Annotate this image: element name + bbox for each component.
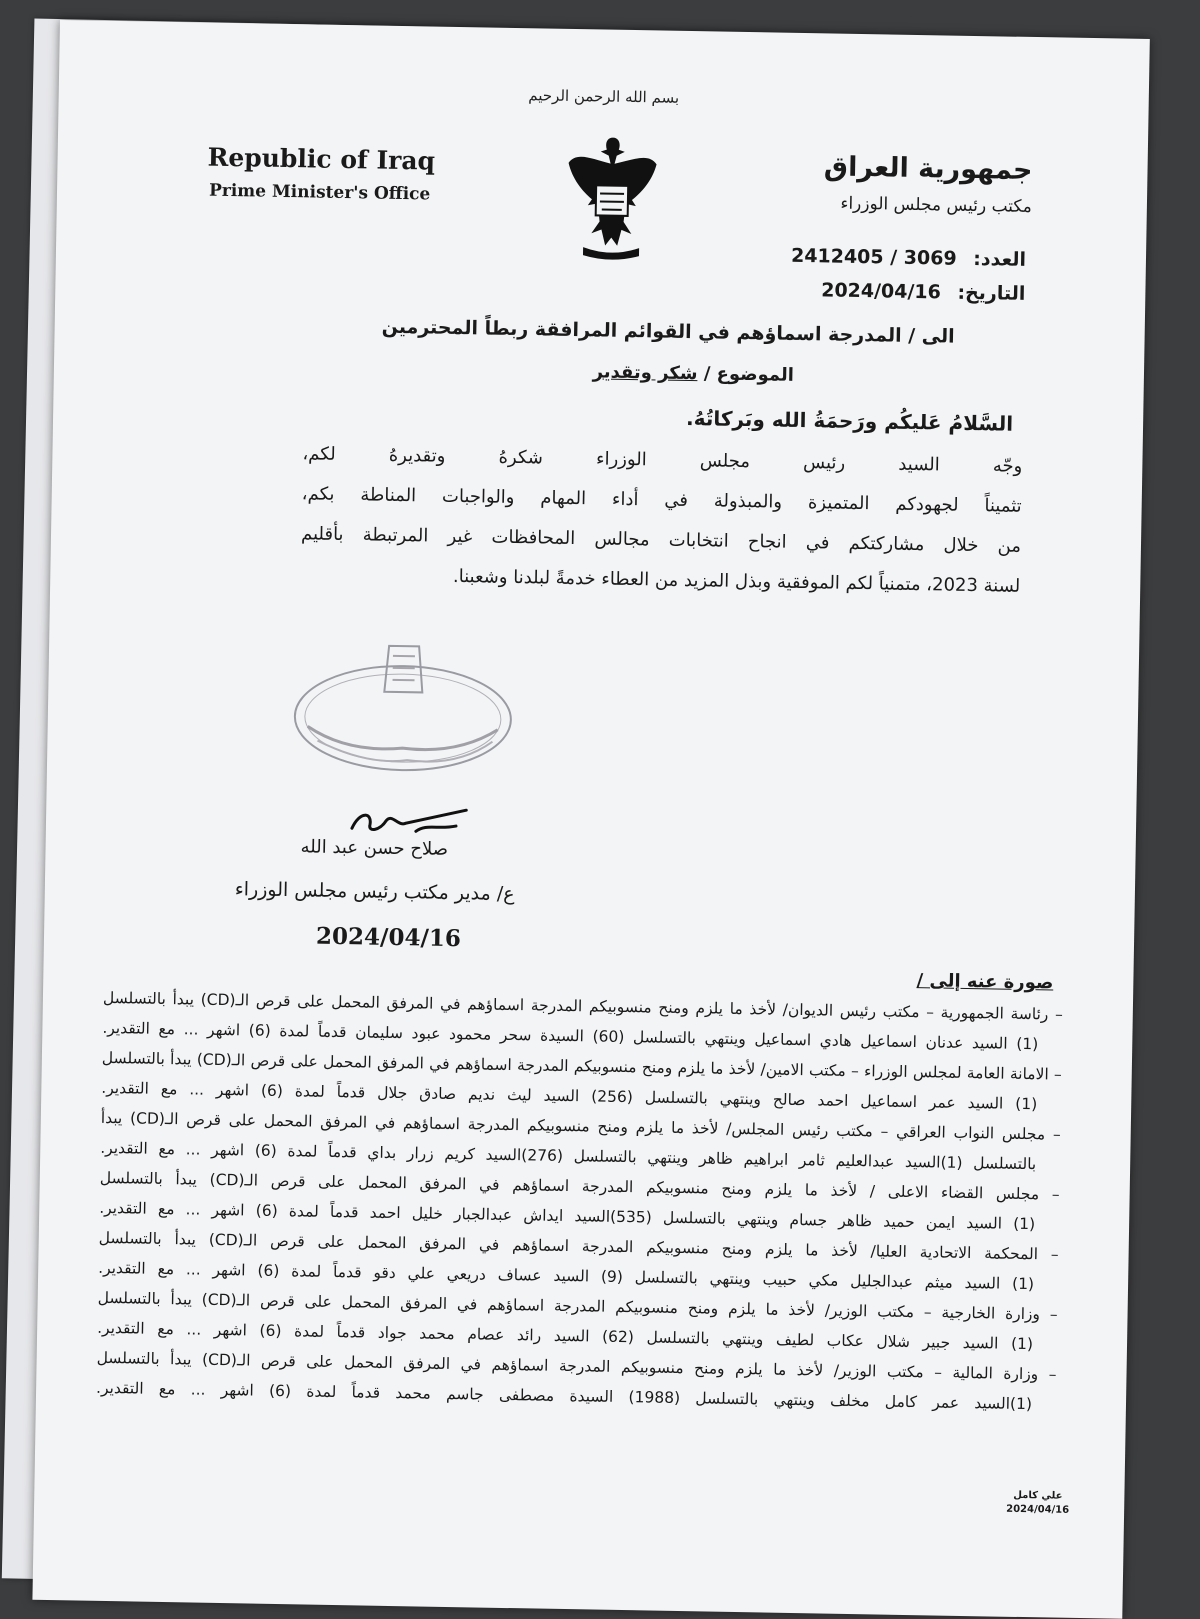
letter-body — [300, 434, 1023, 607]
cc-item-detail: (1) السيد جبير شلال عكاب لطيف وينتهي بالتسلسل (62) السيد رائد عصام محمد جواد قدماً لمدة (6) اشهر ... مع التقدير. — [97, 1318, 1034, 1354]
office-seal-stamp — [287, 634, 520, 788]
body-line: من خلال مشاركتكم في انجاح انتخابات مجالس المحافظات غير المرتبطة بأقليم — [300, 523, 1022, 557]
date-row — [821, 279, 1026, 305]
subject-label: الموضوع / — [703, 363, 795, 386]
handwritten-signature — [346, 800, 477, 842]
date-label: التاريخ: — [957, 281, 1026, 305]
footnote-date: 2024/04/16 — [1006, 1503, 1070, 1516]
arabic-title: جمهورية العراق — [823, 151, 1033, 186]
cc-item-recipient: – الامانة العامة لمجلس الوزراء – مكتب الامين/ لأخذ ما يلزم ومنح منسوبيكم المدرجة اسماؤهم في المرفق المحمل على قرص الـ(CD) يبدأ بالتسلسل — [101, 1048, 1062, 1084]
cc-item-detail: (1) السيد ايمن حميد ظاهر جسام وينتهي بالتسلسل (535)السيد ايداش عبدالجبار خليل احمد قدماً لمدة (6) اشهر ... مع التقدير. — [99, 1198, 1036, 1234]
signatory-name: صلاح حسن عبد الله — [300, 836, 449, 860]
body-line: وجّه السيد رئيس مجلس الوزراء شكرهُ وتقديرهُ لكم، — [302, 443, 1023, 477]
body-line: تثميناً لجهودكم المتميزة والمبذولة في أداء المهام والواجبات المناطة بكم، — [301, 483, 1022, 517]
cc-item-recipient: – المحكمة الاتحادية العليا/ لأخذ ما يلزم ومنح منسوبيكم المدرجة اسماؤهم في المرفق المحمل على قرص الـ(CD) يبدأ بالتسلسل — [98, 1228, 1059, 1264]
english-title: Republic of Iraq — [207, 142, 436, 176]
footnote-name: علي كامل — [1013, 1489, 1063, 1502]
cc-heading: صورة عنه إلى / — [916, 970, 1054, 994]
cc-item-recipient: – وزارة المالية – مكتب الوزير/ لأخذ ما يلزم ومنح منسوبيكم المدرجة اسماؤهم في المرفق المحمل على قرص الـ(CD) يبدأ بالتسلسل — [96, 1348, 1057, 1384]
cc-item-recipient: – مجلس النواب العراقي – مكتب رئيس المجلس/ لأخذ ما يلزم ومنح منسوبيكم المدرجة اسماؤهم في المرفق المحمل على قرص الـ(CD) يبدأ — [100, 1108, 1061, 1144]
basmala: بسم الله الرحمن الرحيم — [528, 86, 680, 107]
iraq-eagle-emblem-icon — [561, 129, 663, 263]
cc-item-detail: بالتسلسل (1)السيد عبدالعليم ثامر ابراهيم ظاهر وينتهي بالتسلسل (276)السيد كريم زرار بداي قدماً لمدة (6) اشهر ... مع التقدير. — [100, 1138, 1037, 1174]
cc-item-recipient: – مجلس القضاء الاعلى / لأخذ ما يلزم ومنح منسوبيكم المدرجة اسماؤهم في المرفق المحمل على قرص الـ(CD) يبدأ بالتسلسل — [99, 1168, 1060, 1204]
english-subtitle: Prime Minister's Office — [208, 180, 431, 205]
cc-item-detail: (1) السيد عدنان اسماعيل هادي اسماعيل وينتهي بالتسلسل (60) السيدة سحر محمود عبود سليمان قدماً لمدة (6) اشهر ... مع التقدير. — [102, 1018, 1039, 1054]
signature-date: 2024/04/16 — [315, 922, 462, 953]
signatory-title: ع/ مدير مكتب رئيس مجلس الوزراء — [234, 878, 515, 906]
cc-item-recipient: – وزارة الخارجية – مكتب الوزير/ لأخذ ما يلزم ومنح منسوبيكم المدرجة اسماؤهم في المرفق المحمل على قرص الـ(CD) يبدأ بالتسلسل — [97, 1288, 1058, 1324]
cc-list — [96, 983, 1063, 1420]
subject-value: شكر وتقدير — [592, 361, 698, 385]
subject-line — [592, 361, 794, 386]
document-page — [32, 20, 1149, 1619]
greeting: السَّلامُ عَليكُم ورَحمَةُ الله وبَركاتُهُ. — [685, 405, 1014, 436]
reference-number-row — [791, 245, 1026, 271]
date-value: 2024/04/16 — [821, 279, 942, 304]
cc-item-detail: (1)السيد عمر كامل مخلف وينتهي بالتسلسل (1988) السيدة مصطفى جاسم محمد قدماً لمدة (6) اشهر ... مع التقدير. — [95, 1378, 1033, 1414]
body-line: لسنة 2023، متمنياً لكم الموفقية وبذل المزيد من العطاء خدمةً لبلدنا وشعبنا. — [452, 565, 1021, 597]
cc-item-recipient: – رئاسة الجمهورية – مكتب رئيس الديوان/ لأخذ ما يلزم ومنح منسوبيكم المدرجة اسماؤهم في المرفق المحمل على قرص الـ(CD) يبدأ بالتسلسل — [102, 988, 1063, 1024]
arabic-subtitle: مكتب رئيس مجلس الوزراء — [840, 193, 1033, 217]
recipient-line: الى / المدرجة اسماؤهم في القوائم المرافقة ربطاً المحترمين — [381, 315, 955, 348]
initials-footnote — [1006, 1489, 1069, 1518]
cc-item-detail: (1) السيد عمر اسماعيل احمد صالح وينتهي بالتسلسل (256) السيد ليث نديم صادق جلال قدماً لمدة (6) اشهر ... مع التقدير. — [101, 1078, 1038, 1114]
reference-value: 2412405 / 3069 — [790, 244, 957, 270]
cc-item-detail: (1) السيد ميثم عبدالجليل مكي حبيب وينتهي بالتسلسل (9) السيد عساف دريعي علي دقو قدماً لمدة (6) اشهر ... مع التقدير. — [98, 1258, 1035, 1294]
reference-label: العدد: — [973, 247, 1027, 271]
